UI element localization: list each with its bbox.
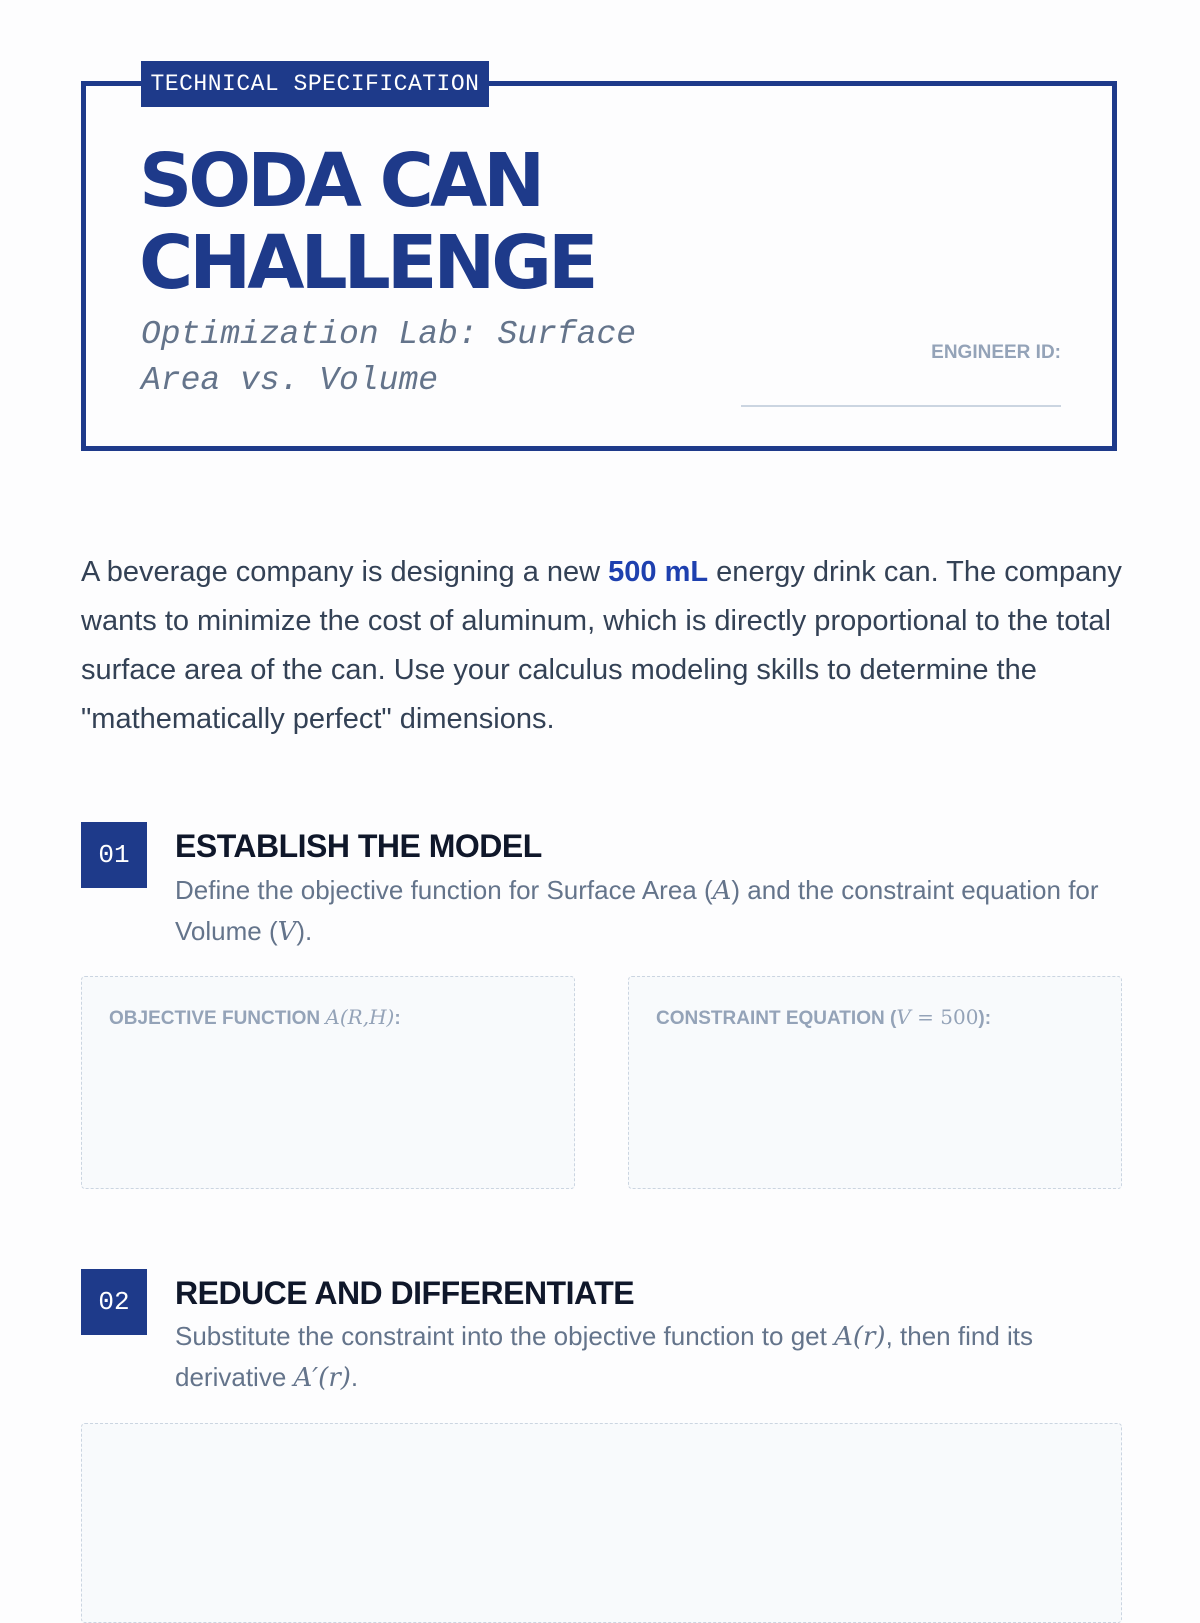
step-2-desc-text: . — [350, 1362, 359, 1392]
intro-text-after: energy drink can. The company wants to minimize the cost of aluminum, which is directly proportional to the total surface area of the can. Use your calculus modeling skills to determine the "mathematically perfect" dimensions. — [81, 556, 1122, 735]
step-2-description — [175, 1316, 1115, 1398]
page-subtitle: Optimization Lab: Surface Area vs. Volume — [141, 316, 637, 399]
engineer-id-field[interactable] — [741, 405, 1061, 407]
constraint-equation-label — [656, 1005, 991, 1030]
step-1-number-badge: 01 — [81, 822, 147, 888]
objective-function-label — [109, 1005, 401, 1030]
step-2-number-badge: 02 — [81, 1269, 147, 1335]
spec-tag: TECHNICAL SPECIFICATION — [141, 61, 489, 107]
math-symbol-a: A — [712, 876, 732, 906]
objective-label-math: A(R,H) — [325, 1005, 395, 1029]
page-title — [139, 140, 699, 304]
constraint-label-text: CONSTRAINT EQUATION ( — [656, 1008, 897, 1029]
derivative-answer-box[interactable] — [81, 1423, 1122, 1623]
intro-paragraph — [81, 548, 1126, 744]
volume-highlight: 500 mL — [608, 556, 709, 588]
engineer-id-label: ENGINEER ID: — [931, 342, 1061, 363]
math-symbol-v: V — [277, 917, 297, 947]
title-line-2: CHALLENGE — [139, 220, 595, 306]
objective-label-colon: : — [394, 1008, 401, 1029]
step-1-title: ESTABLISH THE MODEL — [175, 828, 542, 864]
math-expression-a-of-r: A(r) — [834, 1322, 886, 1352]
step-2-desc-text: Substitute the constraint into the objective function to get — [175, 1321, 835, 1351]
step-2-title: REDUCE AND DIFFERENTIATE — [175, 1275, 635, 1311]
step-1-description — [175, 870, 1115, 952]
constraint-label-math-v: V — [896, 1005, 911, 1029]
title-line-1: SODA CAN — [139, 138, 542, 224]
objective-function-answer-box[interactable] — [81, 976, 575, 1189]
constraint-equation-answer-box[interactable] — [628, 976, 1122, 1189]
objective-label-text: OBJECTIVE FUNCTION — [109, 1008, 326, 1029]
step-2-desc-text: , then find its derivative — [175, 1321, 1033, 1392]
constraint-label-math-eq: = 500 — [910, 1005, 979, 1029]
step-1-desc-text: Define the objective function for Surface Area ( — [175, 875, 713, 905]
intro-text-before: A beverage company is designing a new — [81, 556, 609, 588]
constraint-label-close: ): — [978, 1008, 992, 1029]
step-1-desc-text: ). — [296, 916, 313, 946]
math-expression-a-prime-of-r: A′(r) — [293, 1363, 351, 1393]
step-1-desc-text: ) and the constraint equation for Volume ( — [175, 875, 1099, 946]
